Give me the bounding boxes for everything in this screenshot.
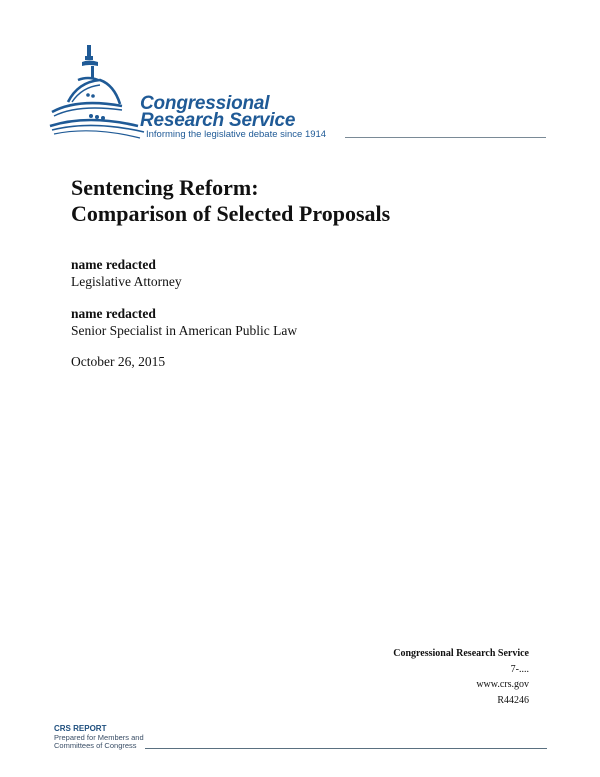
publisher-org: Congressional Research Service [393,648,529,659]
author-role: Legislative Attorney [71,274,182,289]
publisher-block [393,646,529,708]
footer-rule [145,748,547,749]
author-2 [71,305,297,339]
author-1 [71,256,182,290]
title-line-1: Sentencing Reform: [71,175,259,200]
publication-date: October 26, 2015 [71,354,166,369]
footer [54,725,144,751]
author-name: name redacted [71,306,156,321]
document-title [71,175,390,227]
tagline-rule [345,137,546,138]
logo-wordmark [140,95,295,129]
publisher-phone: 7-.... [510,663,529,675]
footer-label: CRS REPORT [54,724,107,733]
author-name: name redacted [71,257,156,272]
crs-logo [48,40,558,150]
publisher-website[interactable]: www.crs.gov [476,679,529,690]
logo-line-1: Congressional [140,93,270,114]
report-number: R44246 [497,694,529,706]
footer-line-2: Committees of Congress [54,741,137,750]
logo-tagline: Informing the legislative debate since 1914 [146,129,327,140]
author-role: Senior Specialist in American Public Law [71,323,298,338]
title-line-2: Comparison of Selected Proposals [71,201,391,226]
capitol-dome-icon [48,40,148,140]
logo-line-2: Research Service [140,110,296,131]
footer-line-1: Prepared for Members and [54,732,144,742]
